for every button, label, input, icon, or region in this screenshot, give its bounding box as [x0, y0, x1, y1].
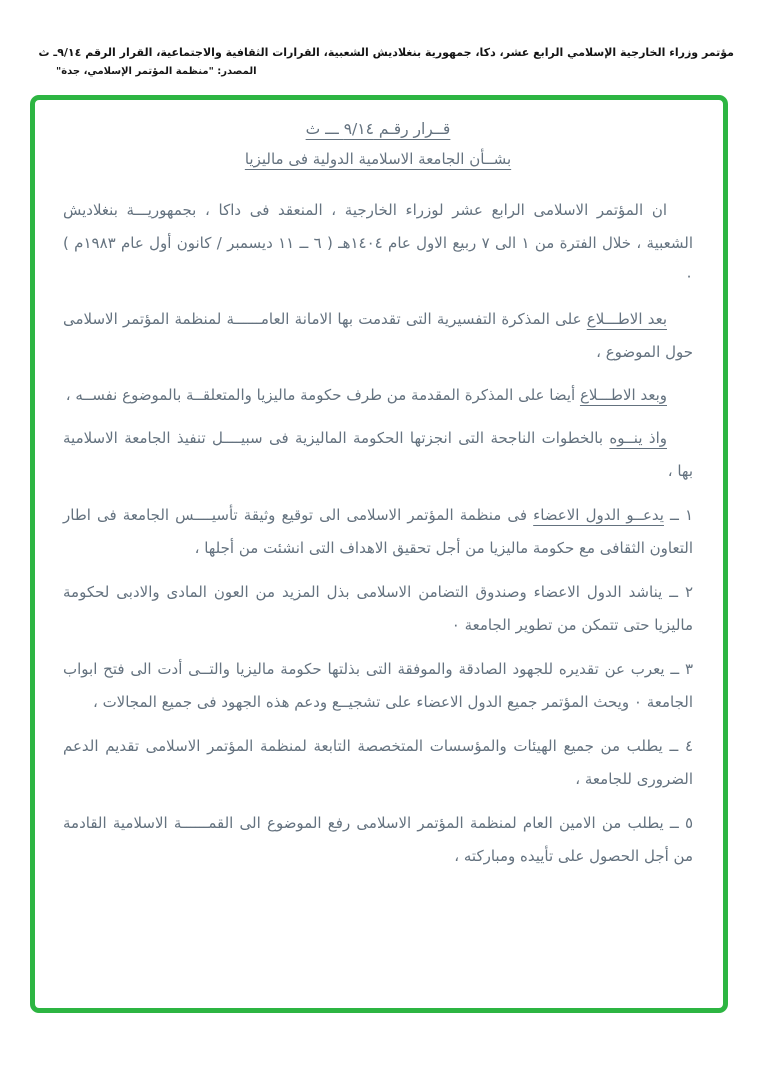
item-lead: يدعــو الدول الاعضاء [533, 506, 664, 524]
resolution-number-title: قــرار رقـم ٩/١٤ ـــ ث [305, 120, 451, 138]
preamble-paragraph-1 [63, 194, 693, 293]
resolution-item-3 [63, 653, 693, 719]
item-text: فى منظمة المؤتمر الاسلامى الى توقيع وثيقة تأسيــــس الجامعة فى اطار التعاون الثقافى مع حكومة ماليزيا من أجل تحقيق الاهداف التى انشئت من أجلها ، [63, 506, 693, 557]
item-number: ٣ ــ [664, 660, 693, 678]
item-number: ٥ ــ [663, 814, 693, 832]
source-citation-line: مؤتمر وزراء الخارجية الإسلامي الرابع عشر، دكا، جمهورية بنغلاديش الشعبية، القرارات الثقافية والاجتماعية، القرار الرقم ٩/١٤ـ ث [38, 46, 734, 59]
paragraph-lead: بعد الاطـــلاع [586, 310, 667, 328]
item-text: يطلب من الامين العام لمنظمة المؤتمر الاسلامى رفع الموضوع الى القمــــــة الاسلامية القادمة من أجل الحصول على تأييده ومباركته ، [63, 814, 693, 865]
paragraph-lead: واذ ينــوه [609, 429, 667, 447]
paragraph-text: على المذكرة التفسيرية التى تقدمت بها الامانة العامــــــة لمنظمة المؤتمر الاسلامى حول الموضوع ، [63, 310, 693, 361]
preamble-paragraph-2 [63, 303, 693, 369]
document-frame [30, 95, 728, 1013]
resolution-subject-title: بشــأن الجامعة الاسلامية الدولية فى ماليزيا [244, 150, 512, 168]
item-number: ١ ــ [663, 506, 693, 524]
paragraph-text: بالخطوات الناجحة التى انجزتها الحكومة الماليزية فى سبيــــل تنفيذ الجامعة الاسلامية بها ، [63, 429, 693, 480]
paragraph-lead: وبعد الاطـــلاع [579, 386, 667, 404]
source-attribution-line: المصدر: "منظمة المؤتمر الإسلامي، جدة" [56, 66, 257, 77]
paragraph-text: أيضا على المذكرة المقدمة من طرف حكومة ماليزيا والمتعلقــة بالموضوع نفســه ، [65, 386, 580, 404]
paragraph-text: ان المؤتمر الاسلامى الرابع عشر لوزراء الخارجية ، المنعقد فى داكا ، بجمهوريـــة بنغلاديش الشعبية ، خلال الفترة من ١ الى ٧ ربيع الاول عام ١٤٠٤هـ ( ٦ ــ ١١ ديسمبر / كانون أول عام ١٩٨٣م ) ٠ [63, 201, 693, 285]
resolution-item-1 [63, 499, 693, 565]
item-text: يعرب عن تقديره للجهود الصادقة والموفقة التى بذلتها حكومة ماليزيا والتــى أدت الى فتح ابواب الجامعة ٠ ويحث المؤتمر جميع الدول الاعضاء على تشجيــع ودعم هذه الجهود فى جميع المجالات ، [63, 660, 693, 711]
resolution-item-5 [63, 807, 693, 873]
preamble-paragraph-4 [63, 422, 693, 488]
resolution-item-2 [63, 576, 693, 642]
resolution-item-4 [63, 730, 693, 796]
item-text: يناشد الدول الاعضاء وصندوق التضامن الاسلامى بذل المزيد من العون المادى والادبى لحكومة ماليزيا حتى تتمكن من تطوير الجامعة ٠ [63, 583, 693, 634]
item-text: يطلب من جميع الهيئات والمؤسسات المتخصصة التابعة لمنظمة المؤتمر الاسلامى تقديم الدعم الضرورى للجامعة ، [63, 737, 693, 788]
item-number: ٤ ــ [662, 737, 693, 755]
item-number: ٢ ــ [662, 583, 694, 601]
page-header [22, 46, 734, 77]
preamble-paragraph-3 [63, 379, 693, 412]
